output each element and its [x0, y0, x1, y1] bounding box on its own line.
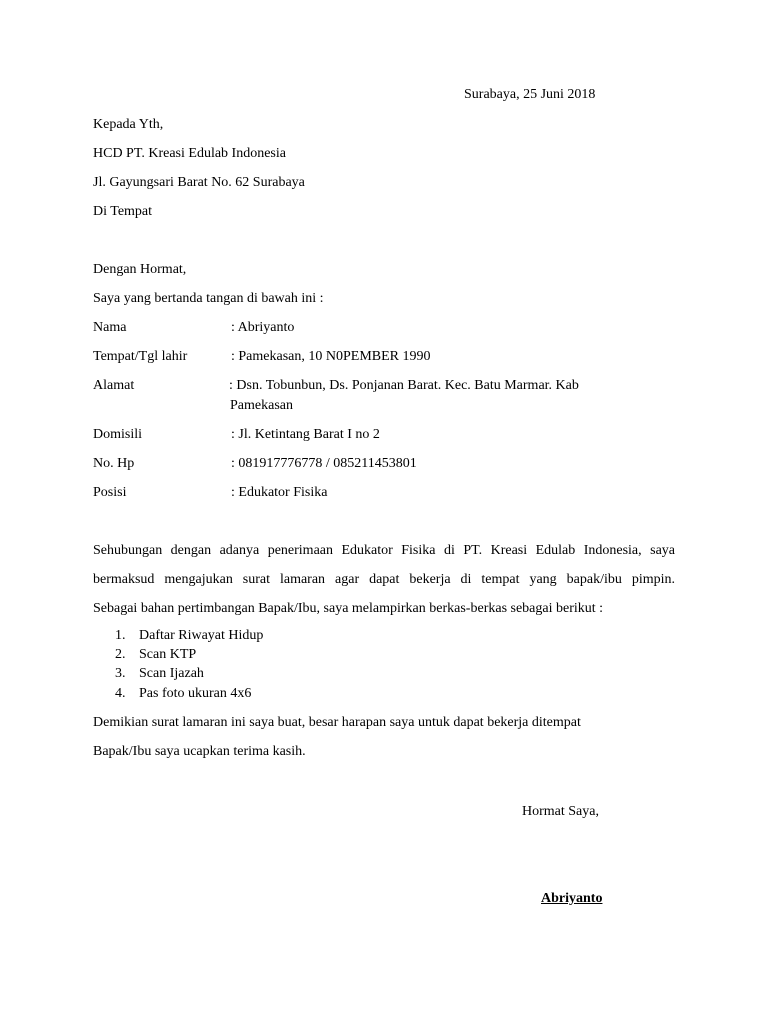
field-label-posisi: Posisi: [93, 485, 127, 500]
letter-date: Surabaya, 25 Juni 2018: [464, 87, 596, 102]
recipient-location: Di Tempat: [93, 204, 153, 219]
field-label-hp: No. Hp: [93, 456, 135, 471]
field-value-posisi: : Edukator Fisika: [231, 485, 328, 500]
list-item-text: Scan Ijazah: [139, 666, 204, 681]
list-item-number: 1.: [115, 628, 126, 643]
list-item-number: 4.: [115, 686, 126, 701]
field-value-domisili: : Jl. Ketintang Barat I no 2: [231, 427, 380, 442]
list-item-text: Daftar Riwayat Hidup: [139, 628, 264, 643]
paragraph-application-line3: Sebagai bahan pertimbangan Bapak/Ibu, saya melampirkan berkas-berkas sebagai berikut :: [93, 601, 604, 616]
list-item-number: 2.: [115, 647, 126, 662]
field-value-alamat-line2: Pamekasan: [230, 398, 293, 413]
list-item-number: 3.: [115, 666, 126, 681]
closing-phrase: Hormat Saya,: [522, 804, 599, 819]
list-item-text: Scan KTP: [139, 647, 197, 662]
paragraph-application: [93, 536, 675, 623]
list-item-text: Pas foto ukuran 4x6: [139, 686, 252, 701]
list-item: [115, 685, 251, 703]
field-value-nama: : Abriyanto: [231, 320, 295, 335]
paragraph-application-line2: bermaksud mengajukan surat lamaran agar dapat bekerja di tempat yang bapak/ibu pimpin.: [93, 572, 675, 587]
paragraph-closing-line1: Demikian surat lamaran ini saya buat, besar harapan saya untuk dapat bekerja ditempat: [93, 715, 581, 730]
field-value-hp: : 081917776778 / 085211453801: [231, 456, 417, 471]
list-item: [115, 646, 196, 664]
recipient-address: Jl. Gayungsari Barat No. 62 Surabaya: [93, 175, 305, 190]
recipient-name: HCD PT. Kreasi Edulab Indonesia: [93, 146, 286, 161]
field-label-ttl: Tempat/Tgl lahir: [93, 349, 188, 364]
paragraph-closing: [93, 708, 675, 766]
recipient-salutation: Kepada Yth,: [93, 117, 164, 132]
greeting: Dengan Hormat,: [93, 262, 187, 277]
field-value-alamat-line1: : Dsn. Tobunbun, Ds. Ponjanan Barat. Kec. Batu Marmar. Kab: [229, 378, 579, 393]
paragraph-closing-line2: Bapak/Ibu saya ucapkan terima kasih.: [93, 744, 306, 759]
field-label-nama: Nama: [93, 320, 127, 335]
paragraph-application-line1: Sehubungan dengan adanya penerimaan Edukator Fisika di PT. Kreasi Edulab Indonesia, saya: [93, 543, 675, 558]
field-value-ttl: : Pamekasan, 10 N0PEMBER 1990: [231, 349, 431, 364]
field-value-alamat: [229, 376, 639, 416]
list-item: [115, 627, 263, 645]
signature-name: Abriyanto: [541, 891, 603, 906]
field-label-alamat: Alamat: [93, 378, 135, 393]
intro-text: Saya yang bertanda tangan di bawah ini :: [93, 291, 324, 306]
list-item: [115, 665, 204, 683]
field-label-domisili: Domisili: [93, 427, 143, 442]
